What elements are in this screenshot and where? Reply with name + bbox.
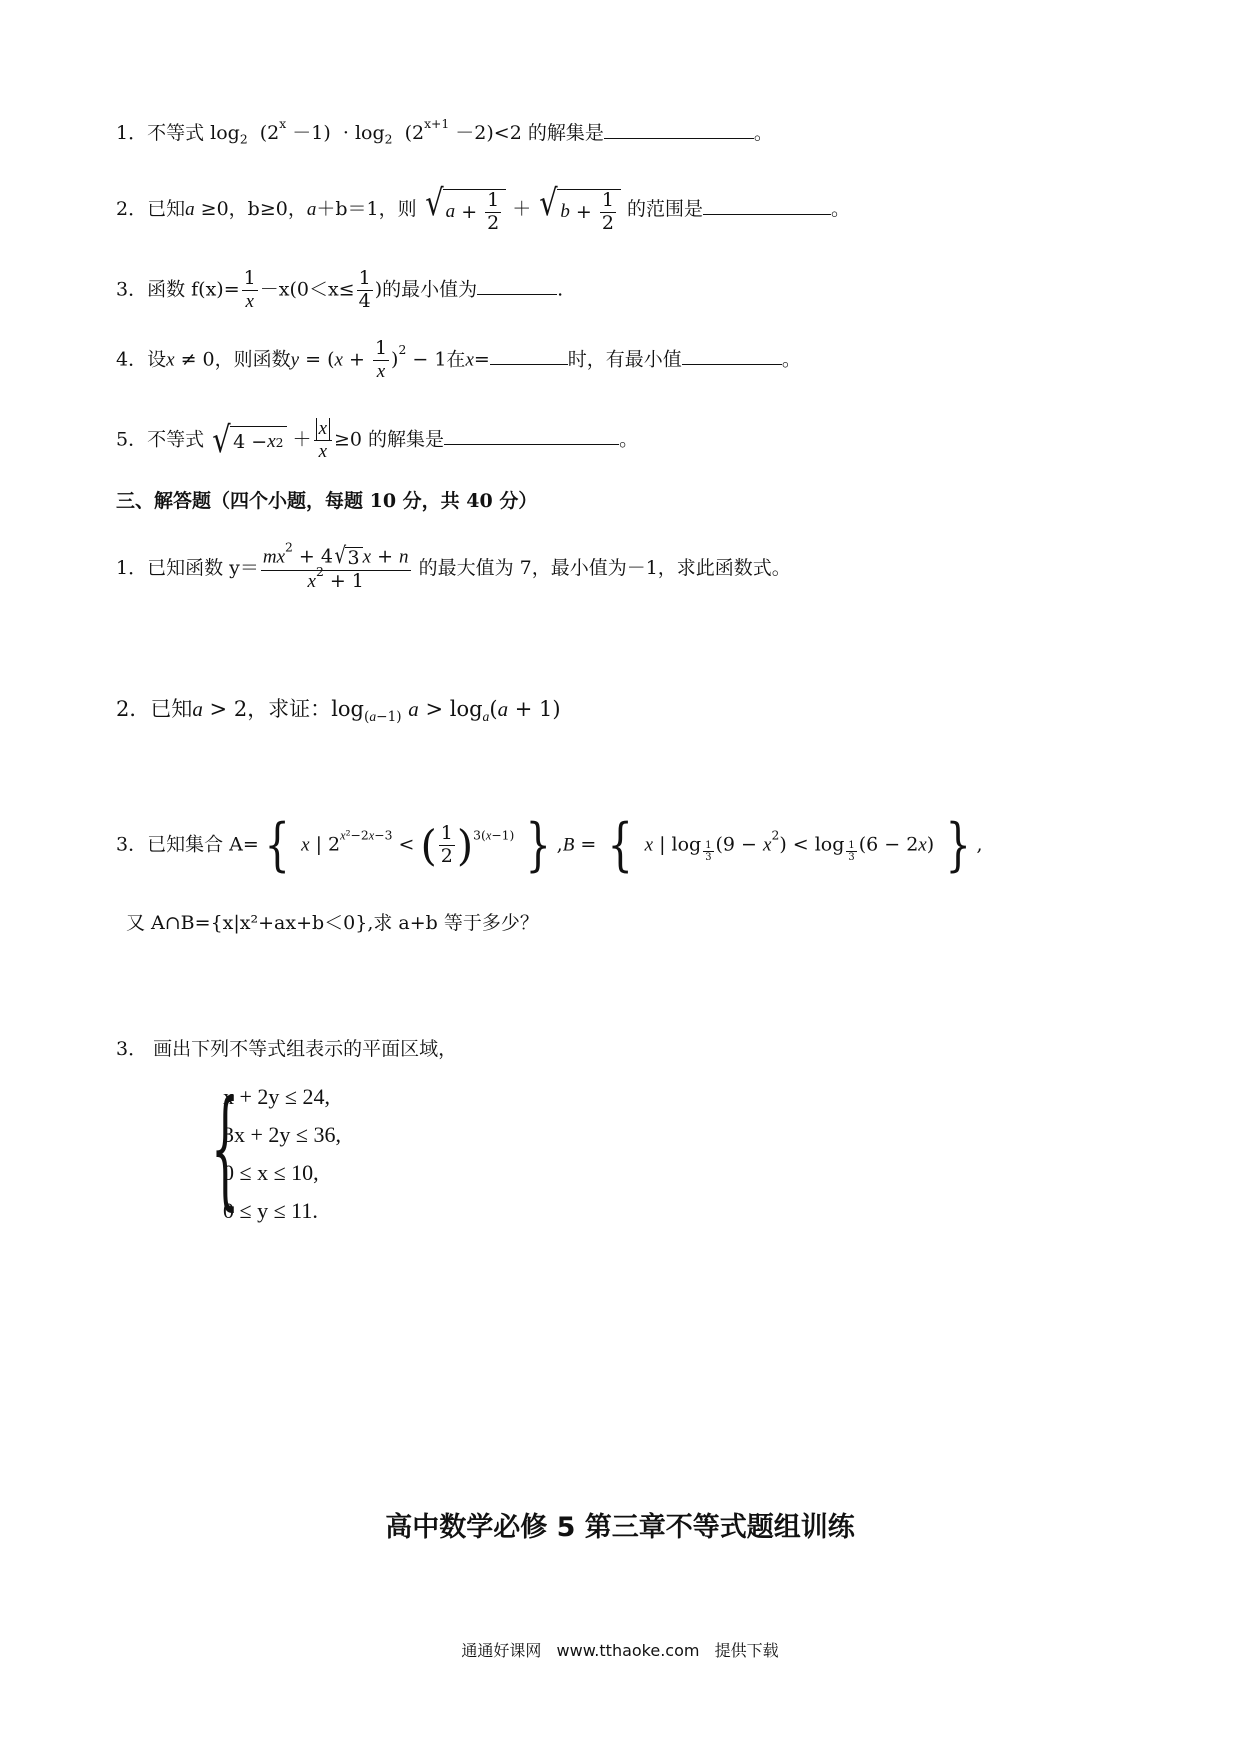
fill-in-question-1: 1．不等式 $\log_2 (2^x -1) \cdot \log_2 (2^{x+1} -2)<2$ 的解集是 。	[116, 116, 773, 147]
inequality-row: 0 ≤ x ≤ 10,	[223, 1160, 319, 1185]
footer-site-name: 通通好课网	[461, 1641, 542, 1660]
fill-in-question-4: 4．设x ≠ 0，则函数y = (x + $\frac{1}{x}$ )$^2$ − 1在x= 时，有最小值 。	[116, 337, 801, 382]
answer-blank[interactable]	[682, 344, 782, 365]
inequality-row: 3x + 2y ≤ 36,	[223, 1122, 341, 1147]
inequality-row: 0 ≤ y ≤ 11.	[223, 1198, 318, 1223]
answer-blank[interactable]	[490, 344, 568, 365]
problem-1: 1．已知函数 y＝ $mx^2 + 4$ √ 3 x + n $x^2 + 1$ 的最大值为 7，最小值为－1，求此函数式。	[116, 540, 791, 592]
answer-blank[interactable]	[703, 194, 831, 215]
page-title: 高中数学必修 5 第三章不等式题组训练	[385, 1512, 855, 1543]
problem-4: 3． 画出下列不等式组表示的平面区域，	[116, 1038, 458, 1060]
footer-url[interactable]: www.tthaoke.com	[556, 1641, 700, 1660]
fill-in-question-5: 5．不等式 √ 4 − x 2 ＋ $\frac{x}{x}$ ≥0 的解集是 。	[116, 418, 639, 462]
left-brace-icon: {	[210, 1074, 240, 1223]
footer-tail: 提供下载	[714, 1641, 779, 1660]
problem-2: 2．已知a > 2，求证：$\log_{(a-1)} a > \log_a(a + 1)$	[116, 697, 561, 725]
fill-in-question-2: 2．已知a ≥0，b≥0，a＋b＝1，则 √ a + $\frac{1}{2}$ ＋ √ b + $\frac{1}{2}$ 的范围是 。	[116, 182, 851, 234]
section-heading: 三、解答题（四个小题，每题 10 分，共 40 分）	[116, 490, 538, 512]
problem-3-continuation: 又 A∩B={x|x²+ax+b＜0},求 a+b 等于多少？	[126, 912, 539, 934]
inequality-system	[205, 1074, 341, 1230]
footer	[0, 1638, 1240, 1661]
answer-blank[interactable]	[444, 424, 619, 445]
fill-in-question-3: 3．函数 f(x)= $\frac{1}{x}$ －x(0＜x≤ $\frac{1}{4}$ )的最小值为 .	[116, 267, 564, 312]
answer-blank[interactable]	[477, 274, 557, 295]
answer-blank[interactable]	[604, 118, 754, 139]
inequality-row: x + 2y ≤ 24,	[223, 1084, 330, 1109]
problem-3: 3．已知集合 A={ x | $2^{x^2-2x-3}$ < ( $\frac{1}{2}$ )$^{3(x-1)}$ } ,B = { x | log $_{\frac{1}{3}}$ $(9 - x^2) < \log$ $_{\frac{1}{3}}$ (6 − 2x) } ,	[116, 812, 983, 878]
